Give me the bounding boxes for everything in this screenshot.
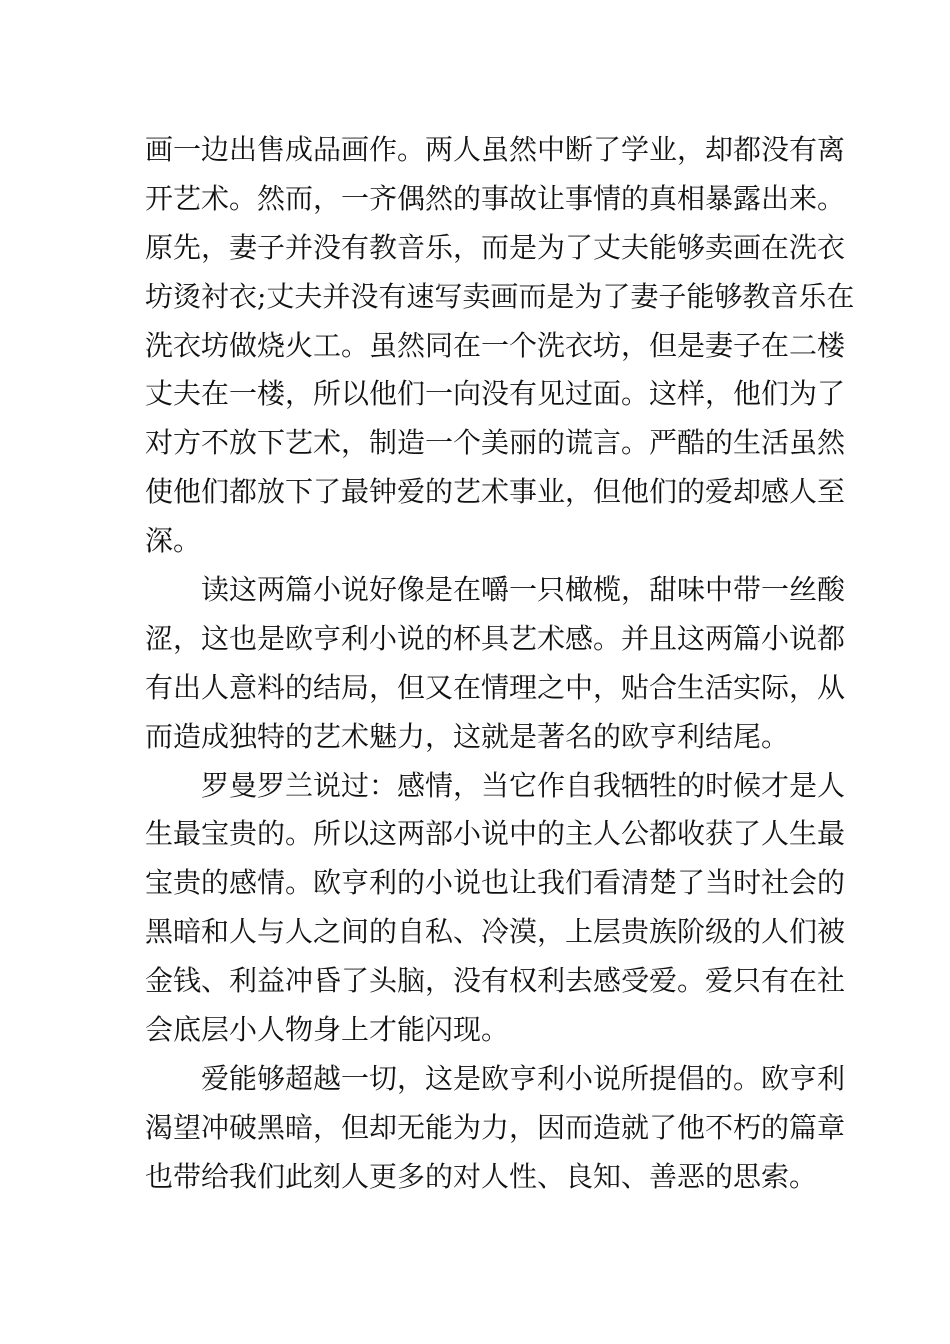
text-line: 爱能够超越一切，这是欧亨利小说所提倡的。欧亨利 bbox=[201, 1061, 846, 1095]
text-line: 涩，这也是欧亨利小说的杯具艺术感。并且这两篇小说都 bbox=[145, 621, 846, 655]
text-line: 坊烫衬衣;丈夫并没有速写卖画而是为了妻子能够教音乐在 bbox=[145, 279, 855, 313]
text-line: 宝贵的感情。欧亨利的小说也让我们看清楚了当时社会的 bbox=[145, 866, 846, 900]
text-line: 深。 bbox=[145, 524, 202, 558]
paragraph-4 bbox=[145, 1055, 846, 1202]
text-line: 使他们都放下了最钟爱的艺术事业，但他们的爱却感人至 bbox=[145, 475, 846, 509]
text-line: 会底层小人物身上才能闪现。 bbox=[145, 1013, 510, 1047]
paragraph-2 bbox=[145, 566, 846, 762]
text-line: 黑暗和人与人之间的自私、冷漠，上层贵族阶级的人们被 bbox=[145, 915, 846, 949]
text-line: 也带给我们此刻人更多的对人性、良知、善恶的思索。 bbox=[145, 1159, 818, 1193]
text-line: 对方不放下艺术，制造一个美丽的谎言。严酷的生活虽然 bbox=[145, 426, 846, 460]
text-line: 而造成独特的艺术魅力，这就是著名的欧亨利结尾。 bbox=[145, 719, 790, 753]
text-line: 洗衣坊做烧火工。虽然同在一个洗衣坊，但是妻子在二楼 bbox=[145, 328, 846, 362]
document-body bbox=[145, 126, 855, 1202]
text-line: 开艺术。然而，一齐偶然的事故让事情的真相暴露出来。 bbox=[145, 181, 846, 215]
text-line: 生最宝贵的。所以这两部小说中的主人公都收获了人生最 bbox=[145, 817, 846, 851]
text-line: 画一边出售成品画作。两人虽然中断了学业，却都没有离 bbox=[145, 133, 846, 166]
text-line: 罗曼罗兰说过：感情，当它作自我牺牲的时候才是人 bbox=[201, 768, 846, 802]
paragraph-1 bbox=[145, 126, 855, 566]
text-line: 渴望冲破黑暗，但却无能为力，因而造就了他不朽的篇章 bbox=[145, 1110, 846, 1144]
text-line: 原先，妻子并没有教音乐，而是为了丈夫能够卖画在洗衣 bbox=[145, 230, 846, 264]
paragraph-3 bbox=[145, 762, 846, 1055]
text-line: 丈夫在一楼，所以他们一向没有见过面。这样，他们为了 bbox=[145, 377, 846, 411]
text-line: 读这两篇小说好像是在嚼一只橄榄，甜味中带一丝酸 bbox=[201, 573, 846, 607]
text-line: 有出人意料的结局，但又在情理之中，贴合生活实际，从 bbox=[145, 670, 846, 704]
text-line: 金钱、利益冲昏了头脑，没有权利去感受爱。爱只有在社 bbox=[145, 964, 846, 998]
